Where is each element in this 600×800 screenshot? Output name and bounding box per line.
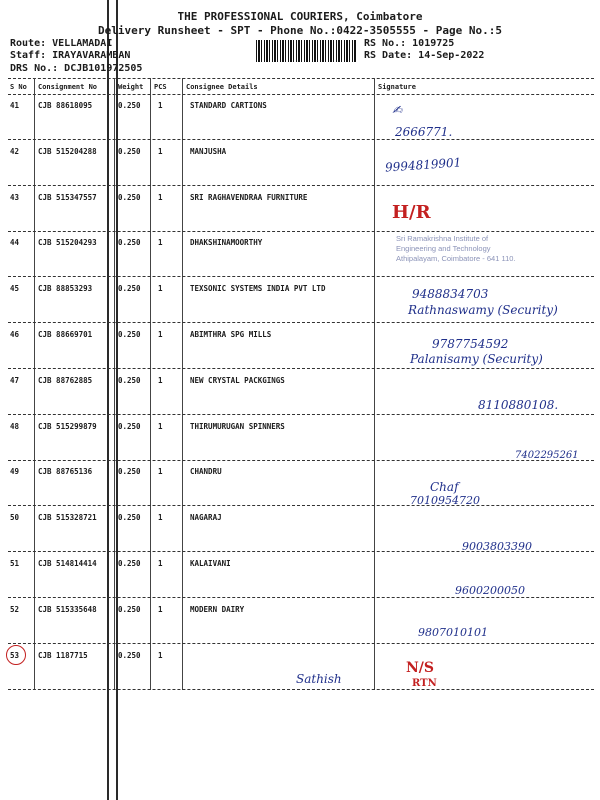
row-53-circle-mark [6, 645, 26, 665]
row-sno: 48 [10, 421, 20, 431]
row-sno: 42 [10, 146, 20, 156]
row-weight: 0.250 [118, 238, 141, 248]
signature-50: 9003803390 [462, 540, 532, 553]
row-consignment: CJB 88853293 [38, 284, 93, 294]
row-consignment: CJB 515328721 [38, 513, 97, 523]
row-weight: 0.250 [118, 101, 141, 110]
row-sno: 50 [10, 513, 20, 523]
row-sno: 45 [10, 284, 20, 294]
row-weight: 0.250 [118, 146, 141, 156]
signature-49-name: Chaf [430, 480, 459, 494]
table-row [8, 97, 594, 143]
row-pcs: 1 [158, 192, 163, 202]
row-consignee: MODERN DAIRY [190, 604, 245, 614]
row-consignee: THIRUMURUGAN SPINNERS [190, 421, 285, 431]
signature-53-note-2: RTN [412, 678, 437, 689]
signature-43: H/R [392, 202, 431, 223]
row-weight: 0.250 [118, 604, 141, 614]
row-sno: 47 [10, 375, 20, 385]
signature-42: 9994819901 [384, 155, 462, 175]
row-pcs: 1 [158, 559, 163, 568]
table-row [8, 189, 594, 235]
signature-52: 9807010101 [418, 626, 488, 639]
row-consignment: CJB 88669701 [38, 330, 93, 339]
row-pcs: 1 [158, 146, 163, 156]
staff-label: Staff: IRAYAVARAMBAN [10, 50, 131, 61]
row-consignment: CJB 515299879 [38, 421, 97, 431]
row-divider [8, 231, 594, 232]
row-consignment: CJB 1187715 [38, 650, 88, 660]
row-weight: 0.250 [118, 650, 141, 660]
header-top-rule [8, 78, 594, 79]
row-consignee: ABIMTHRA SPG MILLS [190, 330, 272, 339]
row-sno: 44 [10, 238, 20, 248]
col-signature: Signature [378, 83, 416, 91]
row-weight: 0.250 [118, 559, 141, 568]
signature-53-name: Sathish [296, 672, 342, 686]
col-consignment: Consignment No [38, 83, 98, 91]
row-sno: 49 [10, 467, 20, 477]
signature-51: 9600200050 [455, 584, 525, 597]
row-consignee: TEXSONIC SYSTEMS INDIA PVT LTD [190, 284, 326, 294]
col-consignee: Consignee Details [186, 83, 258, 91]
page-title: THE PROFESSIONAL COURIERS, Coimbatore [177, 10, 423, 23]
row-pcs: 1 [158, 238, 163, 248]
row-consignment: CJB 515335648 [38, 604, 97, 614]
signature-45-number: 9488834703 [412, 287, 489, 301]
row-consignee: NAGARAJ [190, 513, 222, 523]
rs-number: RS No.: 1019725 [364, 38, 455, 49]
row-weight: 0.250 [118, 513, 141, 523]
row-divider [8, 368, 594, 369]
signature-49-number: 7010954720 [410, 494, 480, 507]
row-pcs: 1 [158, 421, 163, 431]
row-weight: 0.250 [118, 330, 141, 339]
row-weight: 0.250 [118, 192, 141, 202]
col-pcs: PCS [154, 83, 167, 91]
col-weight: Weight [118, 83, 144, 91]
signature-41: ✍︎ [392, 103, 403, 117]
row-weight: 0.250 [118, 284, 141, 294]
row-pcs: 1 [158, 513, 163, 523]
row-divider [8, 505, 594, 506]
row-weight: 0.250 [118, 467, 141, 477]
row-divider [8, 139, 594, 140]
table-row [8, 601, 594, 647]
row-divider [8, 689, 594, 690]
row-divider [8, 460, 594, 461]
row-sno: 51 [10, 559, 20, 568]
row-consignee: NEW CRYSTAL PACKGINGS [190, 375, 285, 385]
row-consignment: CJB 514814414 [38, 559, 97, 568]
signature-41-number: 2666771. [395, 125, 453, 139]
row-weight: 0.250 [118, 375, 141, 385]
row-consignment: CJB 515347557 [38, 192, 97, 202]
row-divider [8, 597, 594, 598]
row-pcs: 1 [158, 330, 163, 339]
rs-date: RS Date: 14-Sep-2022 [364, 50, 485, 61]
row-consignee: KALAIVANI [190, 559, 231, 568]
row-consignment: CJB 515204293 [38, 238, 97, 248]
row-weight: 0.250 [118, 421, 141, 431]
drs-number: DRS No.: DCJB101972505 [10, 63, 143, 74]
row-consignee: CHANDRU [190, 467, 222, 477]
row-consignment: CJB 515204288 [38, 146, 97, 156]
row-pcs: 1 [158, 650, 163, 660]
row-divider [8, 414, 594, 415]
col-sno: S No [10, 83, 27, 91]
row-pcs: 1 [158, 101, 163, 110]
row-pcs: 1 [158, 284, 163, 294]
row-consignee: DHAKSHINAMOORTHY [190, 238, 263, 248]
row-sno: 43 [10, 192, 20, 202]
row-divider [8, 185, 594, 186]
row-consignee: STANDARD CARTIONS [190, 101, 267, 110]
header-bottom-rule [8, 94, 594, 95]
signature-48: 7402295261 [515, 450, 579, 461]
row-pcs: 1 [158, 604, 163, 614]
row-sno: 46 [10, 330, 20, 339]
row-sno: 52 [10, 604, 20, 614]
row-pcs: 1 [158, 375, 163, 385]
row-divider [8, 276, 594, 277]
row-pcs: 1 [158, 467, 163, 477]
row-consignment: CJB 88762885 [38, 375, 93, 385]
page-subtitle: Delivery Runsheet - SPT - Phone No.:0422-3505555 - Page No.:5 [98, 24, 502, 37]
barcode [256, 40, 356, 62]
signature-44-stamp: Sri Ramakrishna Institute of Engineering and Technology Athipalayam, Coimbatore - 641 110. [396, 234, 516, 263]
signature-47: 8110880108. [478, 398, 559, 412]
row-divider [8, 643, 594, 644]
row-consignment: CJB 88618095 [38, 101, 93, 110]
signature-53-note: N/S [406, 660, 435, 676]
row-sno: 53 [10, 650, 20, 660]
signature-45-name: Rathnaswamy (Security) [408, 303, 558, 317]
row-consignment: CJB 88765136 [38, 467, 93, 477]
row-divider [8, 322, 594, 323]
table-row [8, 463, 594, 509]
row-sno: 41 [10, 101, 20, 110]
table-row [8, 418, 594, 464]
signature-46-number: 9787754592 [432, 337, 509, 351]
table-row [8, 143, 594, 189]
route-label: Route: VELLAMADAI [10, 38, 113, 49]
row-consignee: MANJUSHA [190, 146, 227, 156]
signature-46-name: Palanisamy (Security) [410, 352, 543, 366]
row-consignee: SRI RAGHAVENDRAA FURNITURE [190, 192, 308, 202]
